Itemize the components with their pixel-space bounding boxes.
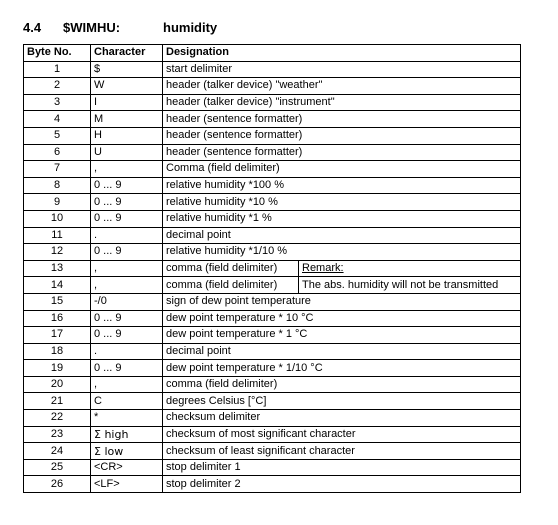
character-cell: Σ high xyxy=(91,426,163,443)
character-cell: , xyxy=(91,277,163,294)
table-row xyxy=(24,376,521,393)
table-row xyxy=(24,393,521,410)
table-header-row xyxy=(24,45,521,62)
character-cell: , xyxy=(91,161,163,178)
byte-number-cell: 24 xyxy=(24,443,91,460)
byte-number-cell: 7 xyxy=(24,161,91,178)
character-cell: 0 ... 9 xyxy=(91,327,163,344)
header-character: Character xyxy=(91,45,163,62)
byte-number-cell: 12 xyxy=(24,244,91,261)
remark-label-cell: Remark: xyxy=(299,260,521,277)
character-cell: W xyxy=(91,78,163,95)
byte-number-cell: 17 xyxy=(24,327,91,344)
byte-number-cell: 9 xyxy=(24,194,91,211)
character-cell: 0 ... 9 xyxy=(91,310,163,327)
table-row xyxy=(24,260,521,277)
character-cell: Σ low xyxy=(91,443,163,460)
byte-number-cell: 22 xyxy=(24,410,91,427)
designation-cell: dew point temperature * 10 °C xyxy=(163,310,521,327)
table-row xyxy=(24,144,521,161)
character-cell: . xyxy=(91,227,163,244)
character-cell: C xyxy=(91,393,163,410)
designation-cell: relative humidity *100 % xyxy=(163,177,521,194)
designation-cell: header (talker device) "weather" xyxy=(163,78,521,95)
character-cell: * xyxy=(91,410,163,427)
designation-cell: stop delimiter 1 xyxy=(163,459,521,476)
designation-cell: header (sentence formatter) xyxy=(163,111,521,128)
designation-cell: degrees Celsius [°C] xyxy=(163,393,521,410)
remark-text-cell: The abs. humidity will not be transmitted xyxy=(299,277,521,294)
designation-cell: dew point temperature * 1 °C xyxy=(163,327,521,344)
byte-number-cell: 18 xyxy=(24,343,91,360)
table-row xyxy=(24,443,521,460)
character-cell: 0 ... 9 xyxy=(91,210,163,227)
table-row xyxy=(24,277,521,294)
table-row xyxy=(24,426,521,443)
byte-number-cell: 25 xyxy=(24,459,91,476)
byte-number-cell: 3 xyxy=(24,94,91,111)
byte-number-cell: 5 xyxy=(24,127,91,144)
designation-cell: start delimiter xyxy=(163,61,521,78)
designation-cell: checksum of most significant character xyxy=(163,426,521,443)
table-row xyxy=(24,210,521,227)
designation-cell: relative humidity *1 % xyxy=(163,210,521,227)
designation-cell: checksum delimiter xyxy=(163,410,521,427)
byte-number-cell: 1 xyxy=(24,61,91,78)
designation-cell: relative humidity *1/10 % xyxy=(163,244,521,261)
character-cell: 0 ... 9 xyxy=(91,194,163,211)
designation-cell: Comma (field delimiter) xyxy=(163,161,521,178)
designation-cell: comma (field delimiter) xyxy=(163,376,521,393)
byte-number-cell: 23 xyxy=(24,426,91,443)
section-title: humidity xyxy=(163,20,218,35)
table-body xyxy=(24,61,521,492)
character-cell: $ xyxy=(91,61,163,78)
table-row xyxy=(24,459,521,476)
table-row xyxy=(24,61,521,78)
section-number: 4.4 xyxy=(23,20,42,35)
table-row xyxy=(24,476,521,493)
designation-cell: comma (field delimiter) xyxy=(163,277,299,294)
table-row xyxy=(24,343,521,360)
byte-number-cell: 20 xyxy=(24,376,91,393)
table-row xyxy=(24,94,521,111)
designation-cell: sign of dew point temperature xyxy=(163,293,521,310)
table-row xyxy=(24,111,521,128)
table-row xyxy=(24,327,521,344)
sentence-code: $WIMHU: xyxy=(63,20,121,35)
byte-number-cell: 11 xyxy=(24,227,91,244)
sentence-structure-table xyxy=(23,44,521,493)
byte-number-cell: 8 xyxy=(24,177,91,194)
table-row xyxy=(24,227,521,244)
header-byte-no: Byte No. xyxy=(24,45,91,62)
designation-cell: header (sentence formatter) xyxy=(163,127,521,144)
byte-number-cell: 15 xyxy=(24,293,91,310)
table-row xyxy=(24,244,521,261)
character-cell: M xyxy=(91,111,163,128)
table-row xyxy=(24,410,521,427)
byte-number-cell: 14 xyxy=(24,277,91,294)
table-row xyxy=(24,360,521,377)
designation-cell: checksum of least significant character xyxy=(163,443,521,460)
designation-cell: decimal point xyxy=(163,343,521,360)
character-cell: -/0 xyxy=(91,293,163,310)
character-cell: , xyxy=(91,376,163,393)
designation-cell: header (talker device) "instrument" xyxy=(163,94,521,111)
table-row xyxy=(24,177,521,194)
character-cell: H xyxy=(91,127,163,144)
table-row xyxy=(24,194,521,211)
character-cell: . xyxy=(91,343,163,360)
designation-cell: header (sentence formatter) xyxy=(163,144,521,161)
byte-number-cell: 6 xyxy=(24,144,91,161)
table-row xyxy=(24,127,521,144)
designation-cell: decimal point xyxy=(163,227,521,244)
character-cell: <CR> xyxy=(91,459,163,476)
designation-cell: comma (field delimiter) xyxy=(163,260,299,277)
character-cell: <LF> xyxy=(91,476,163,493)
character-cell: 0 ... 9 xyxy=(91,244,163,261)
byte-number-cell: 10 xyxy=(24,210,91,227)
character-cell: 0 ... 9 xyxy=(91,360,163,377)
byte-number-cell: 16 xyxy=(24,310,91,327)
designation-cell: dew point temperature * 1/10 °C xyxy=(163,360,521,377)
designation-cell: relative humidity *10 % xyxy=(163,194,521,211)
table-row xyxy=(24,78,521,95)
character-cell: 0 ... 9 xyxy=(91,177,163,194)
table-row xyxy=(24,293,521,310)
table-row xyxy=(24,310,521,327)
byte-number-cell: 4 xyxy=(24,111,91,128)
table-row xyxy=(24,161,521,178)
byte-number-cell: 13 xyxy=(24,260,91,277)
byte-number-cell: 26 xyxy=(24,476,91,493)
character-cell: , xyxy=(91,260,163,277)
byte-number-cell: 19 xyxy=(24,360,91,377)
byte-number-cell: 21 xyxy=(24,393,91,410)
header-designation: Designation xyxy=(163,45,521,62)
byte-number-cell: 2 xyxy=(24,78,91,95)
character-cell: U xyxy=(91,144,163,161)
character-cell: I xyxy=(91,94,163,111)
designation-cell: stop delimiter 2 xyxy=(163,476,521,493)
